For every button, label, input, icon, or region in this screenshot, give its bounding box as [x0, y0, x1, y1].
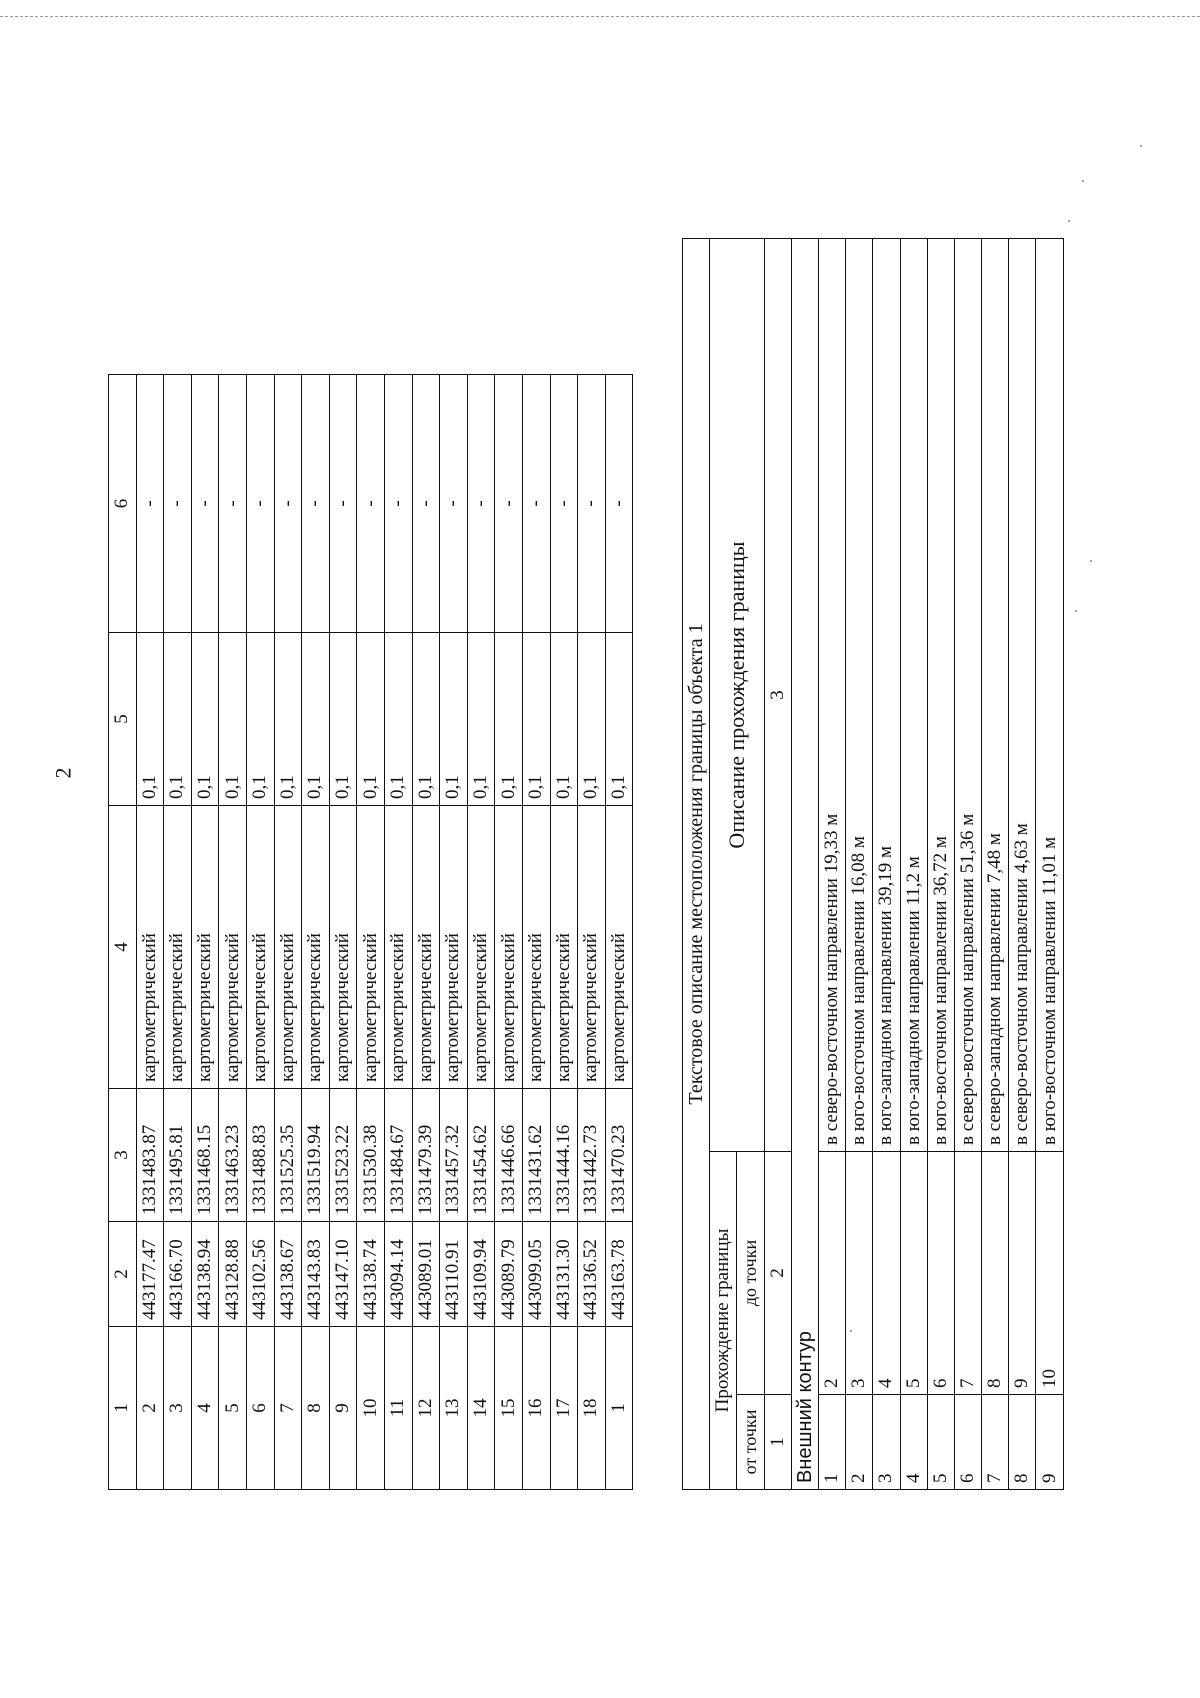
boundary-point-cell: 1: [818, 1395, 845, 1490]
coords-row: [329, 375, 357, 1490]
coords-cell: 0,1: [384, 633, 412, 806]
coords-cell: 443131.30: [550, 1222, 578, 1327]
coords-row: [191, 375, 219, 1490]
coords-cell: 1331431.62: [522, 1089, 550, 1222]
passage-header: Прохождение границы: [710, 1152, 737, 1490]
boundary-row: [1009, 239, 1036, 1490]
coordinates-table: [108, 374, 633, 1490]
scan-speck: [1140, 145, 1142, 147]
coords-cell: 0,1: [495, 633, 523, 806]
coords-cell: 1331530.38: [357, 1089, 385, 1222]
coords-cell: -: [136, 375, 164, 633]
coords-cell: картометрический: [329, 806, 357, 1089]
page-number: 2: [50, 767, 76, 779]
coords-row: [440, 375, 468, 1490]
coords-header-row: [109, 375, 137, 1490]
coords-cell: картометрический: [522, 806, 550, 1089]
coords-cell: 1331484.67: [384, 1089, 412, 1222]
coords-row: [578, 375, 606, 1490]
coords-row: [246, 375, 274, 1490]
coords-row: [357, 375, 385, 1490]
coords-cell: 443163.78: [605, 1222, 633, 1327]
column-number: 2: [764, 1152, 791, 1395]
coords-cell: 1331446.66: [495, 1089, 523, 1222]
coords-cell: 3: [109, 1089, 137, 1222]
coords-cell: -: [495, 375, 523, 633]
boundary-point-cell: 4: [873, 1152, 900, 1395]
boundary-point-cell: 7: [982, 1395, 1009, 1490]
coords-cell: -: [578, 375, 606, 633]
coords-cell: 443138.67: [274, 1222, 302, 1327]
coords-cell: 1331463.23: [219, 1089, 247, 1222]
coords-cell: 443089.79: [495, 1222, 523, 1327]
column-number: 1: [764, 1395, 791, 1490]
boundary-table-number-row: [764, 239, 791, 1490]
coords-cell: 14: [467, 1327, 495, 1490]
coords-cell: -: [164, 375, 192, 633]
coords-cell: 0,1: [467, 633, 495, 806]
coords-cell: -: [191, 375, 219, 633]
coords-cell: 443094.14: [384, 1222, 412, 1327]
boundary-description-cell: в юго-восточном направлении 36,72 м: [927, 239, 954, 1152]
coords-cell: картометрический: [246, 806, 274, 1089]
coords-cell: 443128.88: [219, 1222, 247, 1327]
boundary-description-cell: в северо-восточном направлении 4,63 м: [1009, 239, 1036, 1152]
coords-cell: 1: [109, 1327, 137, 1490]
boundary-row: [927, 239, 954, 1490]
coords-cell: 443089.01: [412, 1222, 440, 1327]
boundary-point-cell: 5: [927, 1395, 954, 1490]
coords-cell: 3: [164, 1327, 192, 1490]
coords-cell: 443166.70: [164, 1222, 192, 1327]
coords-cell: 443147.10: [329, 1222, 357, 1327]
coords-row: [550, 375, 578, 1490]
coords-row: [412, 375, 440, 1490]
boundary-description-cell: в северо-восточном направлении 51,36 м: [954, 239, 981, 1152]
boundary-row: [873, 239, 900, 1490]
boundary-row: [846, 239, 873, 1490]
coords-cell: 10: [357, 1327, 385, 1490]
boundary-point-cell: 2: [846, 1395, 873, 1490]
coords-cell: картометрический: [550, 806, 578, 1089]
coords-row: [164, 375, 192, 1490]
boundary-table-title: Текстовое описание местоположения границы объекта 1: [683, 239, 710, 1490]
coords-row: [274, 375, 302, 1490]
coords-cell: 5: [219, 1327, 247, 1490]
coords-cell: 0,1: [246, 633, 274, 806]
to-point-header: до точки: [737, 1152, 764, 1395]
boundary-table-header-row: [710, 239, 737, 1490]
boundary-point-cell: 5: [900, 1152, 927, 1395]
boundary-point-cell: 6: [954, 1395, 981, 1490]
boundary-description-table: [682, 238, 1064, 1490]
coords-cell: 443143.83: [302, 1222, 330, 1327]
coords-cell: -: [522, 375, 550, 633]
boundary-row: [900, 239, 927, 1490]
column-number: 3: [764, 239, 791, 1152]
boundary-point-cell: 7: [954, 1152, 981, 1395]
coords-cell: 1331468.15: [191, 1089, 219, 1222]
coords-cell: 1331457.32: [440, 1089, 468, 1222]
coords-cell: 0,1: [136, 633, 164, 806]
boundary-point-cell: 8: [1009, 1395, 1036, 1490]
coords-cell: 443110.91: [440, 1222, 468, 1327]
coords-cell: 0,1: [357, 633, 385, 806]
coords-row: [219, 375, 247, 1490]
scan-speck: [1068, 220, 1070, 222]
scan-speck: [980, 1120, 982, 1122]
boundary-description-cell: в юго-восточном направлении 16,08 м: [846, 239, 873, 1152]
coords-cell: картометрический: [578, 806, 606, 1089]
coords-cell: картометрический: [164, 806, 192, 1089]
contour-label: Внешний контур: [791, 239, 818, 1490]
boundary-point-cell: 2: [818, 1152, 845, 1395]
coords-cell: -: [440, 375, 468, 633]
boundary-description-cell: в северо-восточном направлении 19,33 м: [818, 239, 845, 1152]
coords-cell: 9: [329, 1327, 357, 1490]
coords-cell: 18: [578, 1327, 606, 1490]
coords-cell: 0,1: [578, 633, 606, 806]
coords-cell: -: [246, 375, 274, 633]
coords-cell: 6: [109, 375, 137, 633]
coords-cell: 15: [495, 1327, 523, 1490]
coords-cell: 4: [109, 806, 137, 1089]
coords-cell: 0,1: [164, 633, 192, 806]
coords-cell: 443138.94: [191, 1222, 219, 1327]
coords-cell: 443136.52: [578, 1222, 606, 1327]
coords-cell: -: [219, 375, 247, 633]
coords-cell: 0,1: [302, 633, 330, 806]
boundary-row: [954, 239, 981, 1490]
description-header: Описание прохождения границы: [710, 239, 764, 1152]
coords-cell: 6: [246, 1327, 274, 1490]
coords-cell: картометрический: [136, 806, 164, 1089]
coords-cell: 2: [109, 1222, 137, 1327]
coords-cell: картометрический: [605, 806, 633, 1089]
coords-cell: 7: [274, 1327, 302, 1490]
coords-cell: 0,1: [329, 633, 357, 806]
boundary-point-cell: 3: [873, 1395, 900, 1490]
coords-cell: 0,1: [550, 633, 578, 806]
coords-cell: 17: [550, 1327, 578, 1490]
coords-row: [605, 375, 633, 1490]
coords-cell: 16: [522, 1327, 550, 1490]
coords-cell: 443177.47: [136, 1222, 164, 1327]
scan-speck: [1090, 560, 1092, 562]
boundary-row: [818, 239, 845, 1490]
coords-cell: картометрический: [412, 806, 440, 1089]
coords-cell: 1331495.81: [164, 1089, 192, 1222]
boundary-point-cell: 9: [1036, 1395, 1063, 1490]
coords-cell: 1331483.87: [136, 1089, 164, 1222]
boundary-point-cell: 9: [1009, 1152, 1036, 1395]
coords-cell: 1331519.94: [302, 1089, 330, 1222]
coords-cell: 1331454.62: [467, 1089, 495, 1222]
coords-cell: картометрический: [302, 806, 330, 1089]
coords-cell: -: [384, 375, 412, 633]
scan-speck: [1082, 180, 1084, 182]
coords-cell: 1331523.22: [329, 1089, 357, 1222]
coords-cell: 443109.94: [467, 1222, 495, 1327]
coords-cell: -: [550, 375, 578, 633]
coords-cell: картометрический: [384, 806, 412, 1089]
coords-row: [136, 375, 164, 1490]
boundary-description-cell: в юго-западном направлении 39,19 м: [873, 239, 900, 1152]
boundary-point-cell: 10: [1036, 1152, 1063, 1395]
coords-cell: 1331525.35: [274, 1089, 302, 1222]
boundary-point-cell: 8: [982, 1152, 1009, 1395]
boundary-description-cell: в юго-восточном направлении 11,01 м: [1036, 239, 1063, 1152]
coords-cell: -: [605, 375, 633, 633]
coords-cell: -: [329, 375, 357, 633]
coords-cell: 443102.56: [246, 1222, 274, 1327]
coords-cell: 1: [605, 1327, 633, 1490]
coords-cell: картометрический: [467, 806, 495, 1089]
coords-cell: 2: [136, 1327, 164, 1490]
coords-cell: -: [302, 375, 330, 633]
coords-cell: 12: [412, 1327, 440, 1490]
boundary-description-cell: в северо-западном направлении 7,48 м: [982, 239, 1009, 1152]
coords-cell: картометрический: [191, 806, 219, 1089]
coords-cell: картометрический: [495, 806, 523, 1089]
coords-cell: 5: [109, 633, 137, 806]
coords-cell: -: [357, 375, 385, 633]
boundary-row: [982, 239, 1009, 1490]
coords-cell: 8: [302, 1327, 330, 1490]
coords-cell: 1331442.73: [578, 1089, 606, 1222]
coords-cell: -: [274, 375, 302, 633]
coords-cell: 4: [191, 1327, 219, 1490]
coords-cell: 1331444.16: [550, 1089, 578, 1222]
coords-cell: 0,1: [522, 633, 550, 806]
coords-cell: 0,1: [274, 633, 302, 806]
coords-cell: 0,1: [605, 633, 633, 806]
boundary-table-title-row: [683, 239, 710, 1490]
boundary-point-cell: 3: [846, 1152, 873, 1395]
coords-cell: картометрический: [274, 806, 302, 1089]
boundary-row: [1036, 239, 1063, 1490]
boundary-point-cell: 6: [927, 1152, 954, 1395]
coords-row: [384, 375, 412, 1490]
coords-cell: 11: [384, 1327, 412, 1490]
coords-row: [522, 375, 550, 1490]
coords-cell: 1331488.83: [246, 1089, 274, 1222]
coords-cell: 0,1: [219, 633, 247, 806]
coords-cell: 0,1: [440, 633, 468, 806]
coords-cell: 0,1: [412, 633, 440, 806]
coords-cell: 1331470.23: [605, 1089, 633, 1222]
boundary-point-cell: 4: [900, 1395, 927, 1490]
coords-cell: 443138.74: [357, 1222, 385, 1327]
coords-cell: 443099.05: [522, 1222, 550, 1327]
coords-cell: -: [467, 375, 495, 633]
coords-cell: картометрический: [219, 806, 247, 1089]
from-point-header: от точки: [737, 1395, 764, 1490]
coords-row: [495, 375, 523, 1490]
boundary-description-cell: в юго-западном направлении 11,2 м: [900, 239, 927, 1152]
coords-cell: картометрический: [357, 806, 385, 1089]
scan-speck: [1075, 610, 1077, 612]
coords-cell: картометрический: [440, 806, 468, 1089]
coords-cell: -: [412, 375, 440, 633]
coords-row: [467, 375, 495, 1490]
coords-cell: 1331479.39: [412, 1089, 440, 1222]
coords-cell: 0,1: [191, 633, 219, 806]
coords-row: [302, 375, 330, 1490]
coords-cell: 13: [440, 1327, 468, 1490]
contour-row: [791, 239, 818, 1490]
scan-speck: [850, 1330, 852, 1332]
